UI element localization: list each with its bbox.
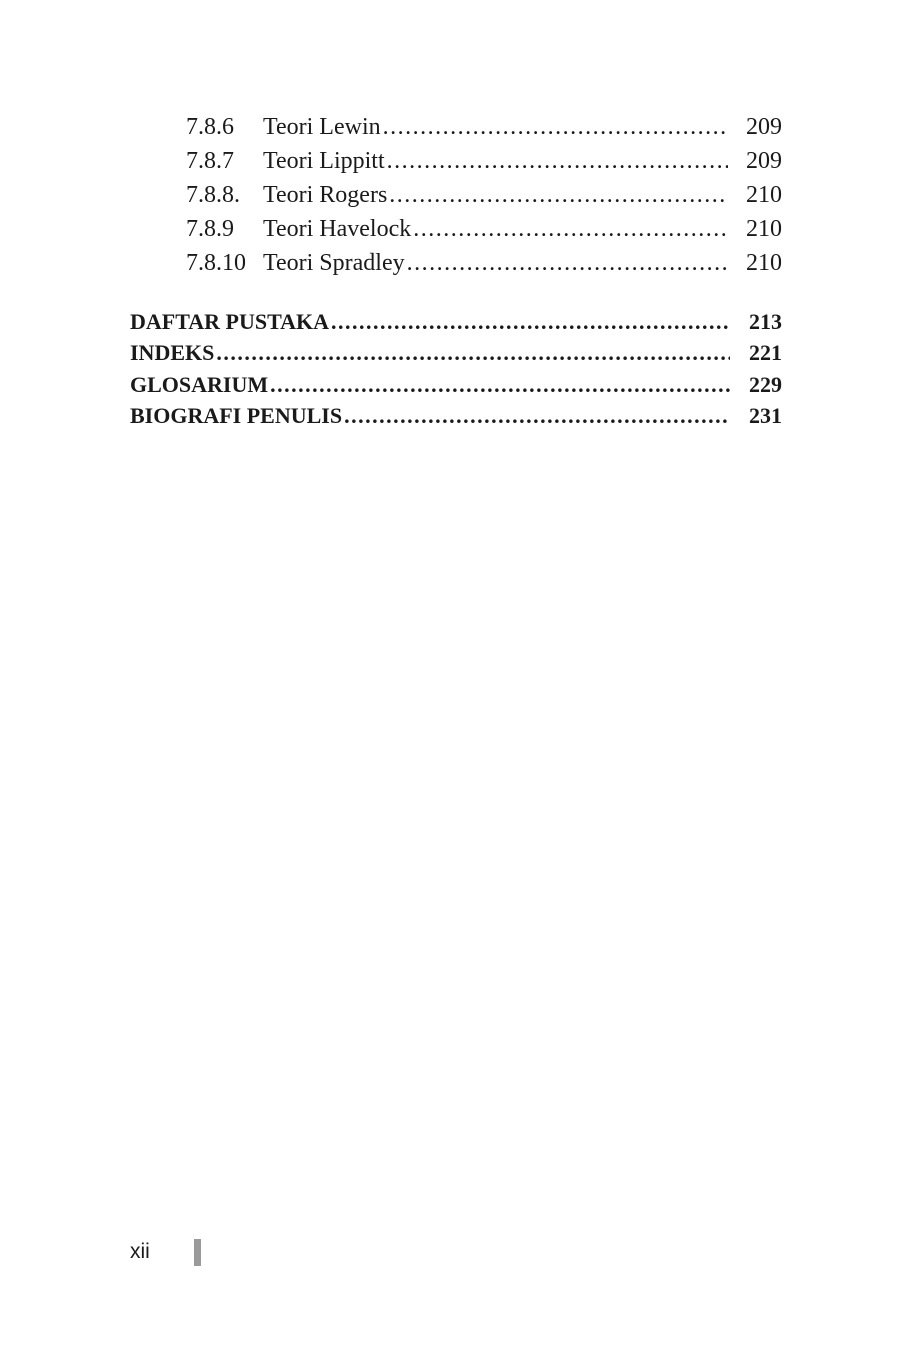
entry-page-number: 221 [749,340,782,365]
dot-leader [407,250,728,277]
entry-page-number: 210 [746,250,782,276]
toc-entry-glosarium[interactable] [130,372,782,404]
toc-entry-7-8-9[interactable] [186,216,782,250]
entry-number: 7.8.9 [186,216,234,242]
dot-leader [383,114,728,141]
dot-leader [270,372,730,398]
dot-leader [331,309,730,335]
entry-title: Teori Lippitt [263,148,385,174]
entry-title: Teori Lewin [263,114,381,140]
entry-title: DAFTAR PUSTAKA [130,309,330,334]
toc-entry-daftar-pustaka[interactable] [130,309,782,341]
dot-leader [344,403,730,429]
dot-leader [387,148,728,175]
entry-page-number: 210 [746,216,782,242]
entry-title: BIOGRAFI PENULIS [130,403,343,428]
entry-title: Teori Spradley [263,250,405,276]
dot-leader [216,340,730,366]
entry-number: 7.8.8. [186,182,240,208]
entry-number: 7.8.10 [186,250,246,276]
toc-entry-7-8-7[interactable] [186,148,782,182]
footer-bar-marker [194,1239,201,1266]
entry-page-number: 213 [749,309,782,334]
entry-title: GLOSARIUM [130,372,269,397]
entry-page-number: 229 [749,372,782,397]
dot-leader [389,182,728,209]
toc-entry-7-8-8[interactable] [186,182,782,216]
page-number: xii [130,1240,150,1263]
entry-number: 7.8.7 [186,148,234,174]
entry-page-number: 209 [746,114,782,140]
entry-title: Teori Havelock [263,216,412,242]
entry-number: 7.8.6 [186,114,234,140]
entry-title: Teori Rogers [263,182,388,208]
entry-page-number: 210 [746,182,782,208]
toc-entry-indeks[interactable] [130,340,782,372]
dot-leader [413,216,728,243]
toc-entry-biografi-penulis[interactable] [130,403,782,435]
toc-entry-7-8-10[interactable] [186,250,782,284]
toc-entry-7-8-6[interactable] [186,114,782,148]
entry-page-number: 231 [749,403,782,428]
entry-page-number: 209 [746,148,782,174]
entry-title: INDEKS [130,340,215,365]
